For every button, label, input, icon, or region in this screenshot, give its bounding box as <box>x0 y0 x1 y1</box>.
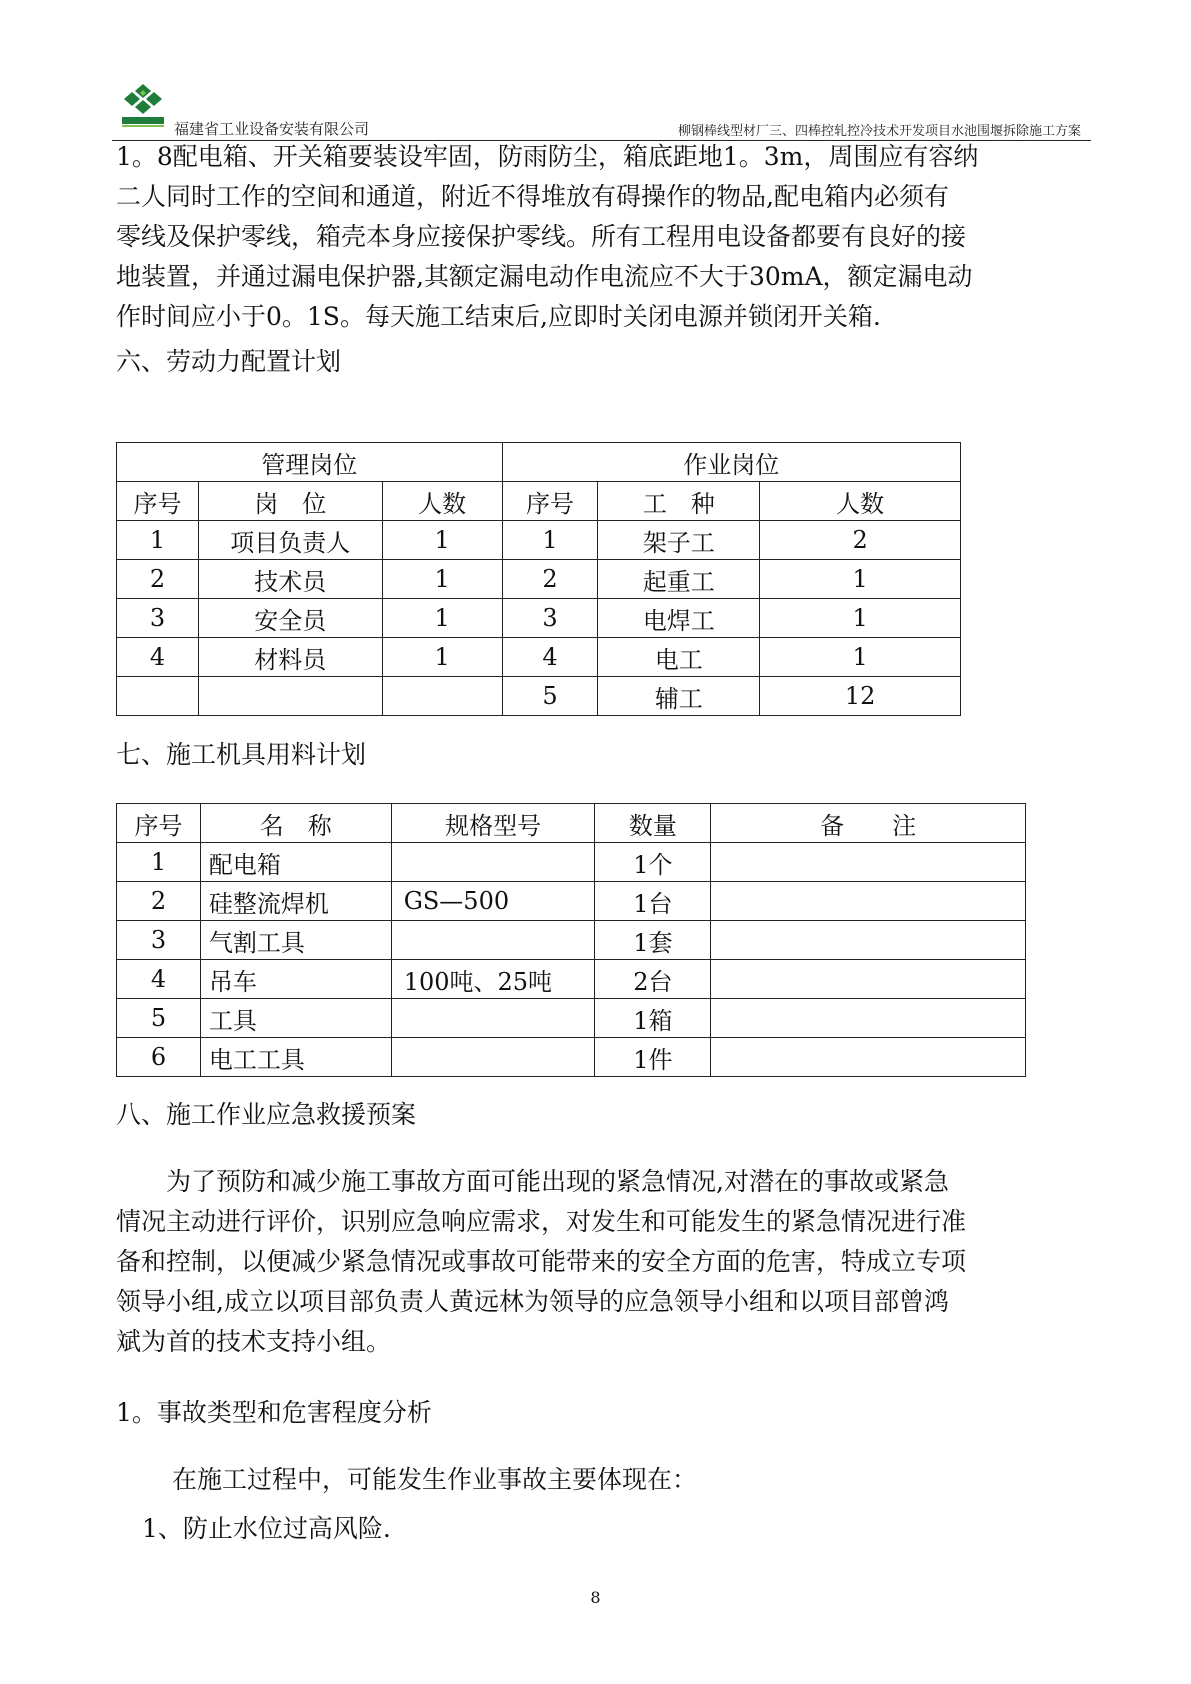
table-cell <box>391 1038 595 1077</box>
table-cell <box>391 921 595 960</box>
table-header-row <box>117 804 1026 843</box>
project-title: 柳钢棒线型材厂三、四棒控轧控冷技术开发项目水池围堰拆除施工方案 <box>677 124 1081 139</box>
table-cell: GS—500 <box>391 882 595 921</box>
text-line: 情况主动进行评价，识别应急响应需求，对发生和可能发生的紧急情况进行准 <box>116 1207 967 1236</box>
labor-table <box>116 442 961 716</box>
table-row <box>117 999 1026 1038</box>
table-cell: 辅工 <box>598 677 760 716</box>
table-cell: 1台 <box>595 882 711 921</box>
table-cell: 1 <box>382 521 502 560</box>
column-header: 工 种 <box>598 482 760 521</box>
table-cell: 4 <box>117 638 199 677</box>
company-name: 福建省工业设备安装有限公司 <box>174 120 370 138</box>
table-cell: 1 <box>760 638 961 677</box>
group-header-management: 管理岗位 <box>117 443 503 482</box>
table-cell: 2 <box>502 560 598 599</box>
emergency-paragraph <box>116 1162 1078 1362</box>
table-row <box>117 638 961 677</box>
text-line: 斌为首的技术支持小组。 <box>116 1327 392 1356</box>
table-cell: 1个 <box>595 843 711 882</box>
table-cell: 1 <box>502 521 598 560</box>
list-item: 1、防止水位过高风险. <box>142 1514 391 1543</box>
table-row <box>117 521 961 560</box>
table-cell: 工具 <box>200 999 391 1038</box>
column-header: 备 注 <box>711 804 1026 843</box>
table-cell: 气割工具 <box>200 921 391 960</box>
table-row <box>117 882 1026 921</box>
table-cell: 配电箱 <box>200 843 391 882</box>
section-heading-labor: 六、劳动力配置计划 <box>116 347 342 376</box>
column-header: 规格型号 <box>391 804 595 843</box>
table-cell <box>117 677 199 716</box>
table-row <box>117 677 961 716</box>
table-cell <box>711 921 1026 960</box>
table-cell: 硅整流焊机 <box>200 882 391 921</box>
table-row <box>117 599 961 638</box>
table-cell: 6 <box>117 1038 201 1077</box>
table-cell <box>382 677 502 716</box>
table-cell: 1箱 <box>595 999 711 1038</box>
table-cell: 1套 <box>595 921 711 960</box>
text-line: 为了预防和减少施工事故方面可能出现的紧急情况,对潜在的事故或紧急 <box>116 1167 949 1196</box>
table-cell: 1 <box>382 560 502 599</box>
text-line: 领导小组,成立以项目部负责人黄远林为领导的应急领导小组和以项目部曾鸿 <box>116 1287 949 1316</box>
column-header: 名 称 <box>200 804 391 843</box>
table-cell: 材料员 <box>198 638 382 677</box>
table-row <box>117 921 1026 960</box>
table-cell: 架子工 <box>598 521 760 560</box>
intro-sentence: 在施工过程中，可能发生作业事故主要体现在： <box>172 1465 698 1494</box>
table-cell <box>711 960 1026 999</box>
table-row <box>117 843 1026 882</box>
column-header: 人数 <box>760 482 961 521</box>
table-cell <box>391 843 595 882</box>
table-cell: 4 <box>117 960 201 999</box>
table-cell: 5 <box>502 677 598 716</box>
table-cell: 起重工 <box>598 560 760 599</box>
table-row <box>117 560 961 599</box>
table-header-row <box>117 482 961 521</box>
table-cell: 3 <box>117 599 199 638</box>
column-header: 岗 位 <box>198 482 382 521</box>
column-header: 序号 <box>502 482 598 521</box>
table-cell: 4 <box>502 638 598 677</box>
table-cell: 技术员 <box>198 560 382 599</box>
subsection-heading: 1。事故类型和危害程度分析 <box>116 1398 432 1427</box>
table-cell: 1 <box>382 599 502 638</box>
table-cell: 2 <box>760 521 961 560</box>
text-line: 作时间应小于0。1S。每天施工结束后,应即时关闭电源并锁闭开关箱. <box>116 302 881 331</box>
equipment-table <box>116 803 1026 1077</box>
section-heading-emergency: 八、施工作业应急救援预案 <box>116 1100 417 1129</box>
table-cell: 电工 <box>598 638 760 677</box>
page-number: 8 <box>590 1588 601 1607</box>
table-cell: 3 <box>502 599 598 638</box>
table-group-header-row <box>117 443 961 482</box>
table-cell: 3 <box>117 921 201 960</box>
table-cell <box>711 1038 1026 1077</box>
table-cell: 1 <box>382 638 502 677</box>
table-cell <box>711 843 1026 882</box>
table-cell: 2 <box>117 560 199 599</box>
table-cell: 吊车 <box>200 960 391 999</box>
text-line: 备和控制，以便减少紧急情况或事故可能带来的安全方面的危害，特成立专项 <box>116 1247 967 1276</box>
table-cell: 2 <box>117 882 201 921</box>
table-cell <box>711 999 1026 1038</box>
column-header: 序号 <box>117 804 201 843</box>
text-line: 1。8配电箱、开关箱要装设牢固，防雨防尘，箱底距地1。3m，周围应有容纳 <box>116 142 979 171</box>
table-cell: 12 <box>760 677 961 716</box>
table-cell: 电焊工 <box>598 599 760 638</box>
table-cell: 1 <box>117 521 199 560</box>
section-heading-equipment: 七、施工机具用料计划 <box>116 740 367 769</box>
table-cell <box>391 999 595 1038</box>
text-line: 二人同时工作的空间和通道，附近不得堆放有碍操作的物品,配电箱内必须有 <box>116 182 949 211</box>
column-header: 数量 <box>595 804 711 843</box>
text-line: 地装置，并通过漏电保护器,其额定漏电动作电流应不大于30mA，额定漏电动 <box>116 262 973 291</box>
table-cell <box>198 677 382 716</box>
page-header <box>112 78 1091 141</box>
electrical-box-paragraph <box>116 137 1078 337</box>
column-header: 序号 <box>117 482 199 521</box>
text-line: 零线及保护零线，箱壳本身应接保护零线。所有工程用电设备都要有良好的接 <box>116 222 967 251</box>
company-logo-icon <box>120 82 166 130</box>
table-cell: 1件 <box>595 1038 711 1077</box>
table-cell: 安全员 <box>198 599 382 638</box>
table-cell: 1 <box>760 560 961 599</box>
table-cell: 5 <box>117 999 201 1038</box>
table-cell: 1 <box>760 599 961 638</box>
table-cell: 电工工具 <box>200 1038 391 1077</box>
table-cell: 项目负责人 <box>198 521 382 560</box>
table-cell: 2台 <box>595 960 711 999</box>
group-header-operation: 作业岗位 <box>502 443 960 482</box>
table-cell: 1 <box>117 843 201 882</box>
table-cell: 100吨、25吨 <box>391 960 595 999</box>
column-header: 人数 <box>382 482 502 521</box>
table-row <box>117 960 1026 999</box>
table-cell <box>711 882 1026 921</box>
table-row <box>117 1038 1026 1077</box>
